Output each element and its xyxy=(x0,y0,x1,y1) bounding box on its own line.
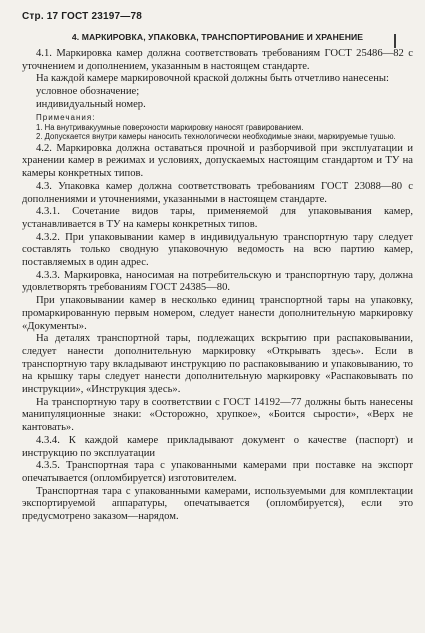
list-item-number: индивидуальный номер. xyxy=(36,98,146,110)
paragraph-4-1: 4.1. Маркировка камер должна соответствовать требованиям ГОСТ 25486—82 с уточнением и дополнением, указанным в настоящем стандарте. xyxy=(22,48,413,72)
paragraph-4-3-3: 4.3.3. Маркировка, наносимая на потребительскую и транспортную тару, должна удовлетворять требованиям ГОСТ 24385—80. xyxy=(22,269,413,294)
paragraph-4-3: 4.3. Упаковка камер должна соответствовать требованиям ГОСТ 23088—80 с дополнениями и уточнениями, указанными в настоящем стандарте. xyxy=(22,180,413,205)
margin-mark xyxy=(394,34,396,48)
paragraph-4-3-4: 4.3.4. К каждой камере прикладывают документ о качестве (паспорт) и инструкцию по эксплуатации xyxy=(22,434,413,459)
paragraph-4-3-2: 4.3.2. При упаковывании камер в индивидуальную транспортную тару следует составлять только сводную упаковочную ведомость на всю партию камер, поставляемых в один адрес. xyxy=(22,231,413,269)
paragraph-open-here: На деталях транспортной тары, подлежащих вскрытию при распаковывании, следует нанести дополнительную маркировку «Открывать здесь». Если в транспортную тару вкладывают инструкцию по распаковыванию и упаковыванию, то на крышку тары следует нанести дополнительную маркировку «Распаковывать по инструкции», «Инструкция здесь». xyxy=(22,333,413,396)
paragraph-marking-intro: На каждой камере маркировочной краской должны быть отчетливо нанесены: xyxy=(36,73,389,85)
page-header: Стр. 17 ГОСТ 23197—78 xyxy=(22,11,142,22)
paragraph-handling-signs: На транспортную тару в соответствии с ГОСТ 14192—77 должны быть нанесены манипуляционные знаки: «Осторожно, хрупкое», «Боится сырости», «Верх не кантовать». xyxy=(22,396,413,434)
section-heading: 4. МАРКИРОВКА, УПАКОВКА, ТРАНСПОРТИРОВАНИЕ И ХРАНЕНИЕ xyxy=(71,32,364,42)
note-1: 1. На внутривакуумные поверхности маркировку наносят гравированием. xyxy=(36,122,304,132)
notes-title: Примечания: xyxy=(36,112,96,122)
paragraph-4-2: 4.2. Маркировка должна оставаться прочной и разборчивой при эксплуатации и хранении камер в режимах и условиях, допускаемых настоящим стандартом и ТУ на камеры конкретных типов. xyxy=(22,142,413,180)
paragraph-4-3-1: 4.3.1. Сочетание видов тары, применяемой для упаковывания камер, устанавливается в ТУ на камеры конкретных типов. xyxy=(22,206,413,230)
paragraph-documents: При упаковывании камер в несколько единиц транспортной тары на упаковку, промаркированную первым номером, следует нанести дополнительную маркировку «Документы». xyxy=(22,295,413,332)
paragraph-4-3-5: 4.3.5. Транспортная тара с упакованными камерами при поставке на экспорт опечатывается (опломбируется) изготовителем. xyxy=(22,460,413,484)
note-2: 2. Допускается внутри камеры наносить технологически необходимые знаки, маркируемые тушью. xyxy=(36,132,396,142)
paragraph-export-sealing: Транспортная тара с упакованными камерами, используемыми для комплектации экспортируемой аппаратуры, опечатывается (опломбируется), если это предусмотрено заказом—нарядом. xyxy=(22,485,413,523)
list-item-designation: условное обозначение; xyxy=(36,86,140,98)
